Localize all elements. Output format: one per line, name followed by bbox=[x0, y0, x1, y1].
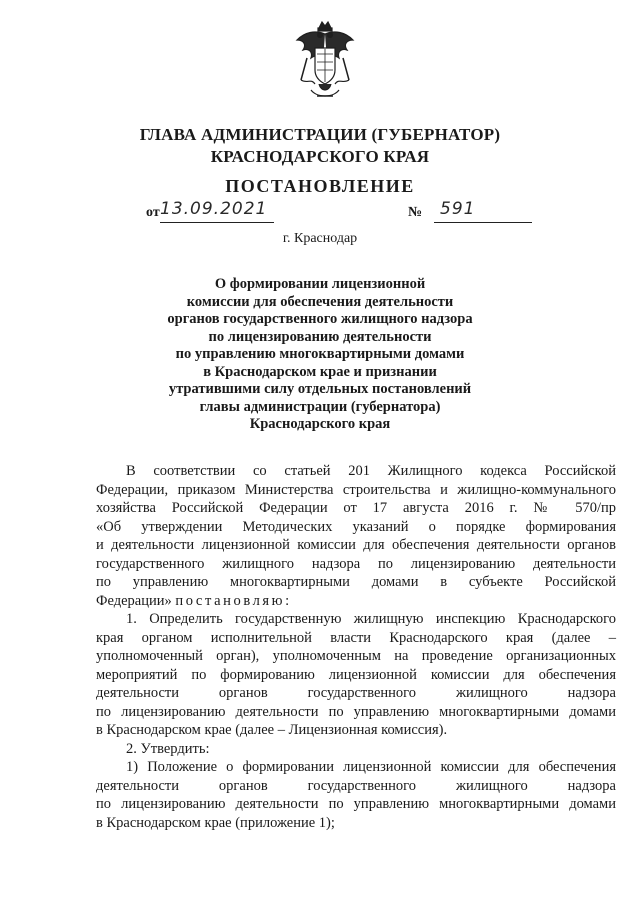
issuer-line-2: КРАСНОДАРСКОГО КРАЯ bbox=[210, 147, 430, 166]
resolution-prefix: Федерации» bbox=[96, 592, 176, 609]
body-line: и деятельности лицензионной комиссии для обеспечения деятельности органов bbox=[96, 537, 616, 553]
title-line: по лицензированию деятельности bbox=[208, 328, 432, 345]
title-line: Краснодарского края bbox=[249, 416, 391, 432]
body-line: государственного жилищного надзора по лицензированию деятельности bbox=[96, 555, 616, 572]
document-type: ПОСТАНОВЛЕНИЕ bbox=[225, 176, 415, 196]
body-line: 2. Утвердить: bbox=[126, 740, 210, 757]
title-line: комиссии для обеспечения деятельности bbox=[186, 293, 454, 310]
body-line: уполномоченный орган), уполномоченным на проведение организационных bbox=[96, 648, 616, 664]
body-line: 1. Определить государственную жилищную инспекцию Краснодарского bbox=[126, 611, 616, 627]
body-line: в Краснодарском крае (приложение 1); bbox=[96, 814, 335, 831]
title-line: в Краснодарском крае и признании bbox=[203, 363, 437, 380]
body-line: по лицензированию деятельности по управлению многоквартирными домами bbox=[96, 703, 616, 720]
body-line: Федерации, приказом Министерства строительства и жилищно-коммунального bbox=[96, 481, 616, 498]
body-line: по управлению многоквартирными домами в субъекте Российской bbox=[96, 574, 616, 590]
resolution-word: постановляю: bbox=[175, 592, 292, 609]
document-body bbox=[96, 462, 616, 832]
body-line: хозяйства Российской Федерации от 17 августа 2016 г. № 570/пр bbox=[96, 500, 616, 516]
issuer-heading bbox=[0, 124, 640, 168]
title-line: главы администрации (губернатора) bbox=[199, 398, 441, 415]
body-line: деятельности органов государственного жилищного надзора bbox=[96, 685, 616, 701]
number-value: 591 bbox=[440, 199, 476, 219]
date-underline bbox=[160, 222, 274, 223]
title-line: утратившими силу отдельных постановлений bbox=[168, 381, 472, 397]
date-label: от bbox=[146, 205, 160, 220]
issuer-line-1: ГЛАВА АДМИНИСТРАЦИИ (ГУБЕРНАТОР) bbox=[139, 125, 501, 144]
title-line: О формировании лицензионной bbox=[214, 276, 426, 292]
coat-of-arms-emblem bbox=[293, 18, 357, 102]
date-value: 13.09.2021 bbox=[160, 199, 268, 219]
body-line: мероприятий по формированию лицензионной комиссии для обеспечения bbox=[96, 666, 616, 683]
body-line: деятельности органов государственного жилищного надзора bbox=[96, 777, 616, 794]
body-line: по лицензированию деятельности по управлению многоквартирными домами bbox=[96, 796, 616, 812]
body-line: края органом исполнительной власти Краснодарского края (далее – bbox=[96, 629, 616, 646]
body-line-resolution bbox=[96, 592, 616, 611]
title-line: органов государственного жилищного надзора bbox=[167, 311, 473, 327]
title-line: по управлению многоквартирными домами bbox=[175, 346, 465, 362]
body-line: в Краснодарском крае (далее – Лицензионная комиссия). bbox=[96, 722, 448, 738]
number-underline bbox=[434, 222, 532, 223]
body-line: «Об утверждении Методических указаний о порядке формирования bbox=[96, 518, 616, 535]
body-line: В соответствии со статьей 201 Жилищного кодекса Российской bbox=[126, 463, 616, 479]
document-title bbox=[0, 276, 640, 434]
body-line: 1) Положение о формировании лицензионной комиссии для обеспечения bbox=[126, 759, 616, 775]
number-label: № bbox=[408, 205, 423, 220]
city-line: г. Краснодар bbox=[282, 231, 358, 246]
